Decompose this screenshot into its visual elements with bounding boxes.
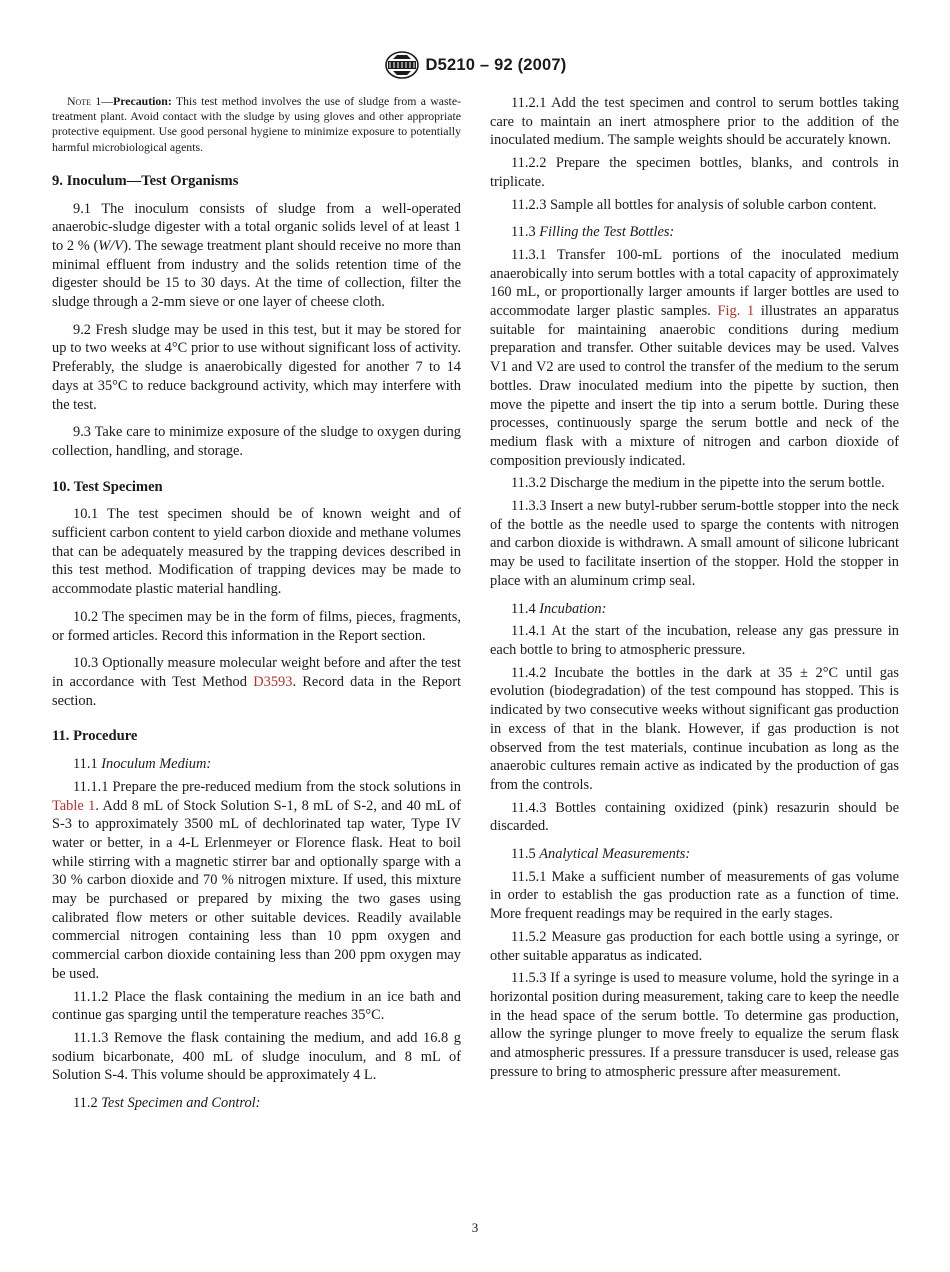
- para-11-1-2: 11.1.2 Place the flask containing the medium in an ice bath and continue gas sparging until the temperature reaches 35°C.: [52, 988, 461, 1024]
- note-label: Note 1: [67, 94, 102, 108]
- para-11-1: [52, 755, 461, 774]
- para-11-5-3: 11.5.3 If a syringe is used to measure volume, hold the syringe in a horizontal position during measurement, taking care to keep the needle in the head space of the serum bottle. To determine gas production, allow the syringe plunger to move freely to equalize the serum flask and atmospheric pressures. If a pressure transducer is used, release gas pressure to bring to atmospheric pressure after measurement.: [490, 970, 899, 1080]
- para-11-2: [52, 1094, 461, 1113]
- para-11-1-1-text-end: . Add 8 mL of Stock Solution S-1, 8 mL of S-2, and 40 mL of S-3 to approximately 3500 mL of dechlorinated tap water, Type IV water or better, in a 4-L Erlenmeyer or Florence flask. Heat to boil while stirring with a magnetic stirrer bar and optionally sparge with a 30 % carbon dioxide and 70 % nitrogen mixture. If used, this mixture may be purchased or prepared by mixing the two gases using calibrated flow meters or other suitable devices. Readily available commercial nitrogen containing less than 10 ppm oxygen and commercial carbon dioxide containing less than 200 ppm oxygen may be used.: [52, 797, 461, 982]
- para-11-2-num: 11.2: [73, 1095, 102, 1112]
- para-9-1: [52, 200, 461, 312]
- para-11-4-2: 11.4.2 Incubate the bottles in the dark at 35 ± 2°C until gas evolution (biodegradation) of the test compound has stopped. This is indicated by two consecutive weeks without significant gas production in excess of that in the blank. However, if gas production is not observed from the test materials, continue incubation as long as the anaerobic cultures remain active as indicated by the production of gas from the controls.: [490, 664, 899, 793]
- para-11-5: [490, 845, 899, 864]
- para-9-1-text-end: ). The sewage treatment plant should receive no more than minimal effluent from industry and the solids retention time of the digester should be 15 to 30 days. At the time of collection, filter the sludge through a 2-mm sieve or one layer of cheese cloth.: [52, 237, 461, 311]
- note-dash: —: [101, 94, 114, 108]
- right-column: [490, 94, 899, 1081]
- para-11-1-title: Inoculum Medium:: [101, 756, 212, 773]
- para-11-3-num: 11.3: [511, 224, 540, 241]
- astm-logo-icon: [384, 50, 420, 80]
- precaution-note: [52, 94, 461, 155]
- para-9-2: 9.2 Fresh sludge may be used in this test, but it may be stored for up to two weeks at 4°C prior to use without significant loss of activity. Preferably, the sludge is anaerobically digested for another 7 to 14 days at 35°C to reduce background activity, which may interfere with the test.: [52, 321, 461, 413]
- para-11-5-2: 11.5.2 Measure gas production for each bottle using a syringe, or other suitable apparatus as indicated.: [490, 928, 899, 964]
- para-11-5-title: Analytical Measurements:: [539, 846, 691, 863]
- para-11-1-1: [52, 778, 461, 984]
- para-11-3-2: 11.3.2 Discharge the medium in the pipette into the serum bottle.: [511, 475, 885, 492]
- para-11-4-title: Incubation:: [539, 600, 607, 617]
- para-11-1-num: 11.1: [73, 756, 102, 773]
- section-10-heading: 10. Test Specimen: [52, 478, 163, 495]
- para-10-2: 10.2 The specimen may be in the form of films, pieces, fragments, or formed articles. Record this information in the Report section.: [52, 608, 461, 644]
- para-11-4-num: 11.4: [511, 600, 540, 617]
- table-1-link[interactable]: Table 1: [52, 797, 96, 814]
- para-11-5-num: 11.5: [511, 846, 540, 863]
- fig-1-link[interactable]: Fig. 1: [717, 303, 755, 320]
- note-precaution: Precaution:: [113, 94, 172, 108]
- page-number: 3: [471, 1220, 479, 1235]
- para-11-2-3: 11.2.3 Sample all bottles for analysis of soluble carbon content.: [511, 196, 877, 213]
- section-11-heading: 11. Procedure: [52, 728, 138, 745]
- para-11-4-3: 11.4.3 Bottles containing oxidized (pink) resazurin should be discarded.: [490, 799, 899, 835]
- para-9-3: 9.3 Take care to minimize exposure of the sludge to oxygen during collection, handling, and storage.: [52, 424, 461, 459]
- para-11-4: [490, 600, 899, 619]
- para-11-3-1-text: 11.3.1 Transfer 100-mL portions of the inoculated medium anaerobically into serum bottles with a total capacity of approximately 160 mL, or proportionally larger amounts if larger bottles are used to accommodate larger plastic samples.: [490, 246, 899, 320]
- para-10-3-text: 10.3 Optionally measure molecular weight before and after the test in accordance with Test Method: [52, 655, 461, 690]
- para-11-3-1: [490, 246, 899, 470]
- section-9-heading: 9. Inoculum—Test Organisms: [52, 172, 239, 189]
- para-11-4-1: 11.4.1 At the start of the incubation, release any gas pressure in each bottle to bring to atmospheric pressure.: [490, 623, 899, 658]
- para-11-3: [490, 223, 899, 242]
- para-11-3-3: 11.3.3 Insert a new butyl-rubber serum-bottle stopper into the neck of the bottle as the needle used to sparge the contents with nitrogen and carbon dioxide is withdrawn. A small amount of silicone lubricant may be used to facilitate insertion of the stopper. Hold the stopper in place with an aluminum crimp seal.: [490, 498, 899, 589]
- para-11-2-title: Test Specimen and Control:: [101, 1095, 261, 1112]
- para-11-1-3: 11.1.3 Remove the flask containing the medium, and add 16.8 g sodium bicarbonate, 400 mL of sludge inoculum, and 8 mL of Solution S-4. This volume should be approximately 4 L.: [52, 1029, 461, 1084]
- note-text: This test method involves the use of sludge from a waste-treatment plant. Avoid contact with the sludge by using gloves and other appropriate protective equipment. Use good personal hygiene to minimize exposure to potentially harmful microbiological agents.: [52, 94, 461, 154]
- para-11-3-1-text-end: illustrates an apparatus suitable for maintaining anaerobic conditions during medium preparation and transfer. Other suitable devices may be used. Valves V1 and V2 are used to control the transfer of the medium to the serum bottles. Draw inoculated medium into the pipette by suction, then move the pipette and insert the tip into a serum bottle. During these processes, continuously sparge the serum bottle and neck of the medium flask with a mixture of nitrogen and carbon dioxide of composition previously indicated.: [490, 303, 900, 469]
- page-header: [0, 50, 950, 80]
- para-11-2-2: 11.2.2 Prepare the specimen bottles, blanks, and controls in triplicate.: [490, 155, 899, 190]
- para-9-1-ratio: W/V: [98, 237, 124, 254]
- para-11-3-title: Filling the Test Bottles:: [539, 224, 675, 241]
- document-designation: D5210 – 92 (2007): [425, 55, 567, 74]
- d3593-link[interactable]: D3593: [253, 673, 293, 690]
- para-9-1-text: 9.1 The inoculum consists of sludge from a well-operated anaerobic-sludge digester with a total organic solids level of at least 1 to 2 % (: [52, 200, 461, 254]
- para-10-3: [52, 654, 461, 710]
- para-11-1-1-text: 11.1.1 Prepare the pre-reduced medium from the stock solutions in: [73, 778, 461, 795]
- left-column: [52, 94, 461, 1113]
- para-11-2-1: 11.2.1 Add the test specimen and control to serum bottles taking care to maintain an inert atmosphere prior to the addition of the inoculated medium. The sample weights should be accurately known.: [490, 95, 899, 149]
- para-11-5-1: 11.5.1 Make a sufficient number of measurements of gas volume in order to establish the gas production rate as a function of time. More frequent readings may be required in the early stages.: [490, 868, 899, 923]
- para-10-3-text-end: . Record data in the Report section.: [52, 673, 461, 709]
- para-10-1: 10.1 The test specimen should be of known weight and of sufficient carbon content to yield carbon dioxide and methane volumes that can be adequately measured by the trapping devices described in this test method. Modification of trapping devices may be made to accommodate plastic material handling.: [52, 506, 461, 598]
